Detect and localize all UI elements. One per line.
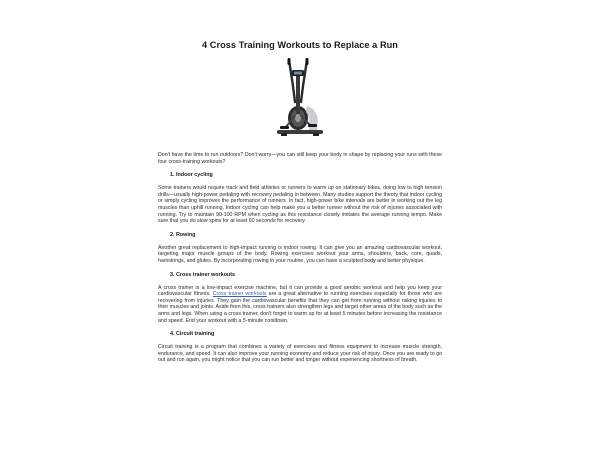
body-text-after-link: are a great alternative to running exercises especially for those who are recovering from injuries. They gain the cardiovascular benefits that they can get from running without risking injuries to their muscles and joints. Aside from this, cross trainers also strengthen legs and target other areas of the body such as the arms and legs. When using a cross trainer, don't forget to warm up for at least 5 minutes before increasing the resistance and speed. End your workout with a 5-minute cooldown. bbox=[158, 291, 442, 324]
elliptical-trainer-image bbox=[271, 56, 329, 140]
section-heading-rowing: 2. Rowing bbox=[170, 231, 196, 238]
section-heading-cross-trainer: 3. Cross trainer workouts bbox=[170, 271, 236, 278]
article bbox=[158, 40, 442, 364]
section-heading-circuit-training: 4. Circuit training bbox=[170, 331, 215, 338]
section-body-rowing: Another great replacement to high-impact running is indoor rowing. It can give you an amazing cardiovascular workout, targeting major muscle groups of the body. Rowing exercises workout your arms, shoulders, back, core, quads, hamstrings, and glutes. By incorporating rowing in your routine, you can have a sculpted body and better physique. bbox=[158, 244, 442, 264]
section-body-circuit-training: Circuit training is a program that combines a variety of exercises and fitness equipment to increase muscle strength, endurance, and speed. It can also improve your running economy and reduce your risk of injury. Once you are ready to go out and run again, you might notice that you can run better and longer without experiencing shortness of breath. bbox=[158, 344, 442, 364]
cross-trainer-workouts-link[interactable]: Cross trainer workouts bbox=[212, 291, 267, 298]
article-intro: Don't have the time to run outdoors? Don't worry—you can still keep your body in shape by replacing your runs with these four cross-training workouts? bbox=[158, 152, 442, 165]
section-body-indoor-cycling: Some trainers would require track and field athletes or runners to warm up on stationary bikes, doing low to high tension drills—usually high-power pedaling with recovery pedaling in between. Many studies support the theory that indoor cycling or simply cycling improves the performance of runners. In fact, high-power bike intervals are better in working out the leg muscles than uphill running. Indoor cycling can help make you a better runner without the risk of injuries associated with running. Try to maintain 90-100 RPM when cycling as this resistance closely imitates the average running tempo. Make sure that you do slow spins for at least 60 seconds for recovery. bbox=[158, 185, 442, 225]
article-title: 4 Cross Training Workouts to Replace a Run bbox=[202, 40, 398, 50]
section-body-cross-trainer bbox=[158, 285, 442, 325]
body-text-before-link: A cross trainer is a low-impact exercise machine, but it can provide a good aerobic workout and help you keep your cardiovascular fitness. bbox=[158, 284, 442, 298]
section-heading-indoor-cycling: 1. Indoor cycling bbox=[170, 172, 213, 179]
